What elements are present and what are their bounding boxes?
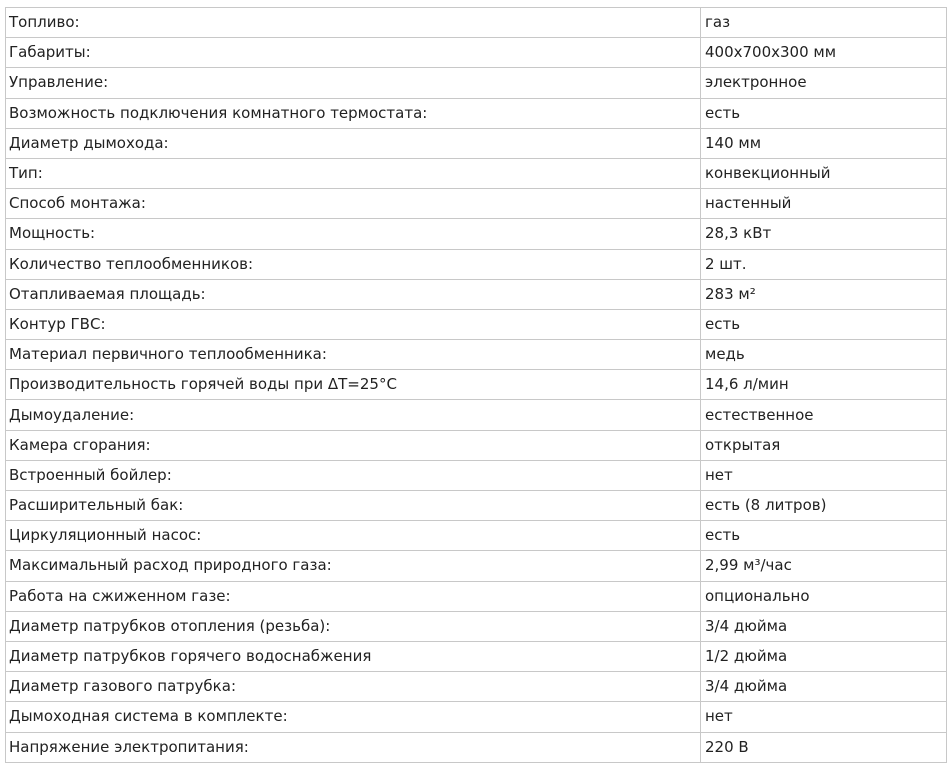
table-row	[6, 521, 947, 551]
spec-label: Расширительный бак:	[6, 491, 701, 521]
spec-value: 140 мм	[701, 128, 947, 158]
spec-label: Диаметр патрубков отопления (резьба):	[6, 611, 701, 641]
table-row	[6, 551, 947, 581]
table-row	[6, 158, 947, 188]
spec-label: Отапливаемая площадь:	[6, 279, 701, 309]
spec-label: Напряжение электропитания:	[6, 732, 701, 762]
spec-value: опционально	[701, 581, 947, 611]
spec-label: Способ монтажа:	[6, 189, 701, 219]
spec-label: Диаметр дымохода:	[6, 128, 701, 158]
spec-value: 3/4 дюйма	[701, 672, 947, 702]
table-row	[6, 370, 947, 400]
spec-value: 283 м²	[701, 279, 947, 309]
table-row	[6, 430, 947, 460]
table-row	[6, 279, 947, 309]
spec-value: открытая	[701, 430, 947, 460]
spec-label: Диаметр патрубков горячего водоснабжения	[6, 641, 701, 671]
specifications-table	[5, 7, 947, 763]
specifications-table-body	[6, 8, 947, 763]
spec-value: электронное	[701, 68, 947, 98]
table-row	[6, 219, 947, 249]
table-row	[6, 581, 947, 611]
spec-value: есть	[701, 521, 947, 551]
table-row	[6, 491, 947, 521]
table-row	[6, 641, 947, 671]
spec-label: Камера сгорания:	[6, 430, 701, 460]
table-row	[6, 249, 947, 279]
table-row	[6, 732, 947, 762]
spec-value: 400x700x300 мм	[701, 38, 947, 68]
spec-label: Габариты:	[6, 38, 701, 68]
spec-value: есть	[701, 98, 947, 128]
spec-value: нет	[701, 702, 947, 732]
spec-value: 220 В	[701, 732, 947, 762]
table-row	[6, 400, 947, 430]
spec-label: Производительность горячей воды при ΔT=25°C	[6, 370, 701, 400]
spec-value: газ	[701, 8, 947, 38]
spec-label: Контур ГВС:	[6, 309, 701, 339]
spec-label: Мощность:	[6, 219, 701, 249]
spec-value: есть (8 литров)	[701, 491, 947, 521]
spec-value: 2,99 м³/час	[701, 551, 947, 581]
table-row	[6, 189, 947, 219]
table-row	[6, 38, 947, 68]
spec-value: медь	[701, 340, 947, 370]
spec-value: 28,3 кВт	[701, 219, 947, 249]
table-row	[6, 672, 947, 702]
spec-label: Материал первичного теплообменника:	[6, 340, 701, 370]
table-row	[6, 460, 947, 490]
table-row	[6, 611, 947, 641]
spec-value: 1/2 дюйма	[701, 641, 947, 671]
spec-label: Дымоудаление:	[6, 400, 701, 430]
spec-label: Тип:	[6, 158, 701, 188]
table-row	[6, 309, 947, 339]
spec-label: Диаметр газового патрубка:	[6, 672, 701, 702]
spec-value: настенный	[701, 189, 947, 219]
table-row	[6, 128, 947, 158]
table-row	[6, 8, 947, 38]
spec-value: конвекционный	[701, 158, 947, 188]
table-row	[6, 68, 947, 98]
spec-label: Максимальный расход природного газа:	[6, 551, 701, 581]
table-row	[6, 340, 947, 370]
spec-label: Управление:	[6, 68, 701, 98]
spec-value: есть	[701, 309, 947, 339]
spec-value: 3/4 дюйма	[701, 611, 947, 641]
spec-value: естественное	[701, 400, 947, 430]
spec-value: 14,6 л/мин	[701, 370, 947, 400]
spec-label: Возможность подключения комнатного термостата:	[6, 98, 701, 128]
table-row	[6, 702, 947, 732]
spec-value: нет	[701, 460, 947, 490]
spec-label: Топливо:	[6, 8, 701, 38]
spec-value: 2 шт.	[701, 249, 947, 279]
table-row	[6, 98, 947, 128]
spec-label: Работа на сжиженном газе:	[6, 581, 701, 611]
spec-label: Встроенный бойлер:	[6, 460, 701, 490]
spec-label: Дымоходная система в комплекте:	[6, 702, 701, 732]
spec-label: Количество теплообменников:	[6, 249, 701, 279]
spec-label: Циркуляционный насос:	[6, 521, 701, 551]
